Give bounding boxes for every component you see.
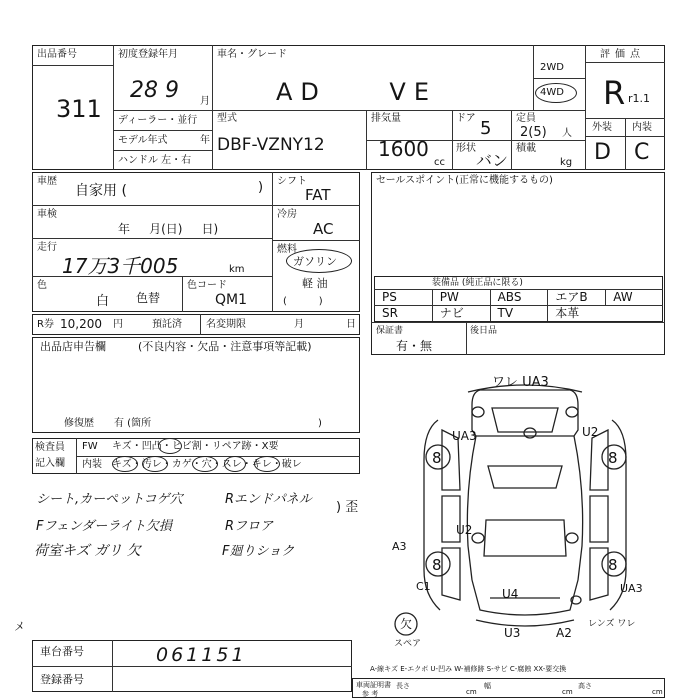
drive-4wd-circle — [535, 83, 577, 103]
load-label: 積載 — [516, 143, 536, 154]
exterior-score: D — [594, 140, 611, 165]
color-label: 色 — [37, 280, 47, 291]
int-dirt-mark — [142, 456, 168, 472]
equip-item: PS — [382, 290, 397, 304]
diag-top-label: ワレ UA3 — [492, 375, 549, 390]
name-change-label: 名変期限 — [206, 319, 246, 330]
inspection-value: 年 月(日) 日) — [118, 222, 219, 236]
name-change-month: 月 — [294, 319, 304, 330]
report-title: 出品店申告欄 — [40, 340, 106, 353]
chassis-number: 061151 — [156, 644, 247, 666]
fuel-label: 燃料 — [277, 244, 297, 255]
displacement-unit: cc — [434, 157, 445, 168]
equip-item: エアB — [555, 290, 588, 304]
first-reg-label: 初度登録年月 — [118, 49, 178, 60]
ticket-deposit: 預託済 — [152, 319, 182, 330]
name-change-day: 日 — [346, 319, 356, 330]
roof-left — [467, 436, 476, 580]
wid-unit: cm — [562, 688, 573, 696]
ac-value: AC — [313, 220, 334, 238]
handle-label: ハンドル 左・右 — [118, 155, 192, 166]
warranty-value: 有・無 — [396, 339, 433, 353]
int-label: 内装 — [82, 459, 102, 470]
chassis-label: 車台番号 — [40, 645, 84, 658]
model-year-unit: 年 — [200, 135, 210, 146]
door-label: ドア — [456, 113, 476, 124]
car-body-outline — [472, 390, 578, 436]
inspector-label-2: 記入欄 — [35, 458, 65, 469]
displacement-value: 1600 — [378, 137, 429, 161]
model-label: 型式 — [217, 113, 237, 124]
dims-head-1: 車両証明書 — [356, 681, 391, 689]
tire-value-fl: 8 — [432, 449, 442, 467]
dims-head-2: 参 考 — [362, 690, 379, 698]
interior-label: 内装 — [632, 122, 652, 133]
shape-label: 形状 — [456, 143, 476, 154]
color-code-value: QM1 — [215, 292, 248, 308]
fw-dent-mark — [158, 438, 182, 454]
drive-4wd: 4WD — [540, 87, 564, 98]
hgt-unit: cm — [652, 688, 663, 696]
repair-value: 有 (箇所 — [114, 418, 152, 429]
equip-item: AW — [613, 290, 633, 304]
roof-right — [574, 436, 583, 580]
tire-value-rl: 8 — [432, 556, 442, 574]
int-scratch-mark — [112, 456, 138, 472]
reg-label: 登録番号 — [40, 673, 84, 686]
note-rear-floor: Rフロア — [225, 519, 274, 534]
capacity-label: 定員 — [516, 113, 536, 124]
door-value: 5 — [480, 118, 492, 139]
fuel-other: ( ) — [283, 296, 323, 307]
car-name-value: AD VE — [276, 78, 437, 106]
report-subtitle: (不良内容・欠品・注意事項等記載) — [138, 340, 312, 353]
mileage-unit: km — [229, 264, 245, 275]
diag-u2-right: U2 — [582, 425, 599, 439]
eval-label: 評価点 — [600, 49, 645, 60]
diag-lens-note: レンズ ワレ — [588, 619, 636, 629]
margin-mark: メ — [14, 620, 25, 633]
lot-number: 311 — [56, 95, 102, 123]
car-name-label: 車名・グレード — [217, 49, 287, 60]
later-date-label: 後日品 — [470, 326, 498, 336]
equip-item: SR — [382, 306, 398, 320]
shape-value: バン — [476, 151, 509, 170]
equip-item: 本革 — [555, 306, 580, 320]
warranty-label: 保証書 — [376, 326, 404, 336]
header-frame — [32, 45, 665, 170]
history-close: ) — [258, 180, 264, 195]
int-wear-mark — [254, 456, 280, 472]
model-value: DBF-VZNY12 — [217, 135, 325, 155]
eval-score-sub: r1.1 — [628, 92, 651, 105]
sales-points-label: セールスポイント(正常に機能するもの) — [376, 175, 553, 186]
diag-spare-label: スペア — [394, 639, 422, 649]
equip-item: ABS — [497, 290, 522, 304]
diag-a3-left: A3 — [392, 540, 407, 553]
note-cargo-scratch: 荷室キズ ガリ 欠 — [34, 543, 141, 559]
diag-ua3-left: UA3 — [452, 429, 477, 443]
diag-ua3-right: UA3 — [620, 582, 643, 595]
wid-label: 幅 — [484, 682, 491, 690]
eval-score: R — [603, 74, 626, 112]
color-value: 白 — [96, 294, 110, 309]
color-swap-label: 色替 — [136, 291, 161, 305]
int-burn-mark — [192, 456, 218, 472]
tire-value-rr: 8 — [608, 556, 618, 574]
drive-2wd: 2WD — [540, 62, 564, 73]
fuel-diesel: 軽 油 — [302, 277, 328, 290]
diag-a2-bottom: A2 — [556, 626, 572, 640]
ticket-value: 10,200 — [60, 317, 102, 331]
diag-u4-center: U4 — [502, 587, 519, 601]
capacity-unit: 人 — [562, 128, 572, 139]
repair-label: 修復歴 — [64, 418, 94, 429]
fw-items: キズ・凹凸・ヒビ割・リペア跡・X要 — [112, 441, 279, 452]
tire-value-fr: 8 — [608, 449, 618, 467]
fw-label: FW — [82, 441, 98, 452]
displacement-label: 排気量 — [371, 113, 401, 124]
ac-label: 冷房 — [277, 209, 297, 220]
repair-close: ) — [318, 418, 322, 429]
history-label: 車歴 — [37, 176, 57, 187]
int-items: キズ・汚レ・カゲ・穴・スレ・キレ・破レ — [112, 459, 302, 470]
mileage-value: 17万3千005 — [62, 254, 179, 278]
exterior-label: 外装 — [592, 122, 612, 133]
shift-value: FAT — [305, 186, 331, 204]
inspection-label: 車検 — [37, 209, 57, 220]
diag-c1-left: C1 — [416, 580, 431, 593]
sales-frame — [371, 172, 665, 355]
len-label: 長さ — [396, 682, 410, 690]
hgt-label: 高さ — [578, 682, 592, 690]
damage-legend: A-線キズ E-エクボ U-凹み W-補修跡 S-サビ C-腐蝕 XX-要交換 — [370, 665, 567, 673]
history-value: 自家用 ( — [75, 183, 127, 199]
first-reg-unit: 月 — [200, 96, 210, 107]
fuel-gasoline: ガソリン — [293, 255, 337, 268]
mileage-label: 走行 — [37, 242, 57, 253]
equip-item: PW — [439, 290, 459, 304]
note-distortion: ) 歪 — [336, 500, 359, 515]
car-diagram — [380, 370, 670, 660]
model-year-label: モデル年式 — [118, 135, 168, 146]
load-unit: kg — [560, 157, 573, 168]
diag-u2-center: U2 — [456, 523, 473, 537]
diag-spare-mark: 欠 — [400, 617, 413, 631]
interior-score: C — [634, 140, 650, 165]
inspector-label-1: 検査員 — [35, 442, 65, 453]
note-rear-panel: Rエンドパネル — [225, 492, 312, 507]
equip-item: TV — [497, 306, 514, 320]
equip-label: 装備品 (純正品に限る) — [432, 278, 523, 288]
color-code-label: 色コード — [187, 280, 227, 291]
ticket-unit: 円 — [113, 319, 123, 330]
note-front-shock: F廻りショク — [222, 544, 295, 559]
note-seat-burn: シート,カーペットコゲ穴 — [36, 492, 183, 507]
dealer-label: ディーラー・並行 — [118, 115, 198, 126]
shift-label: シフト — [277, 176, 307, 187]
first-reg-value: 28 9 — [130, 78, 179, 103]
len-unit: cm — [466, 688, 477, 696]
note-fender-light: Fフェンダーライト欠損 — [36, 519, 172, 534]
equip-item: ナビ — [439, 306, 464, 320]
capacity-value: 2(5) — [520, 125, 547, 140]
ticket-label: R券 — [37, 319, 54, 330]
diag-u3-bottom: U3 — [504, 626, 521, 640]
lot-label: 出品番号 — [37, 49, 77, 60]
int-hole-mark — [224, 456, 246, 472]
